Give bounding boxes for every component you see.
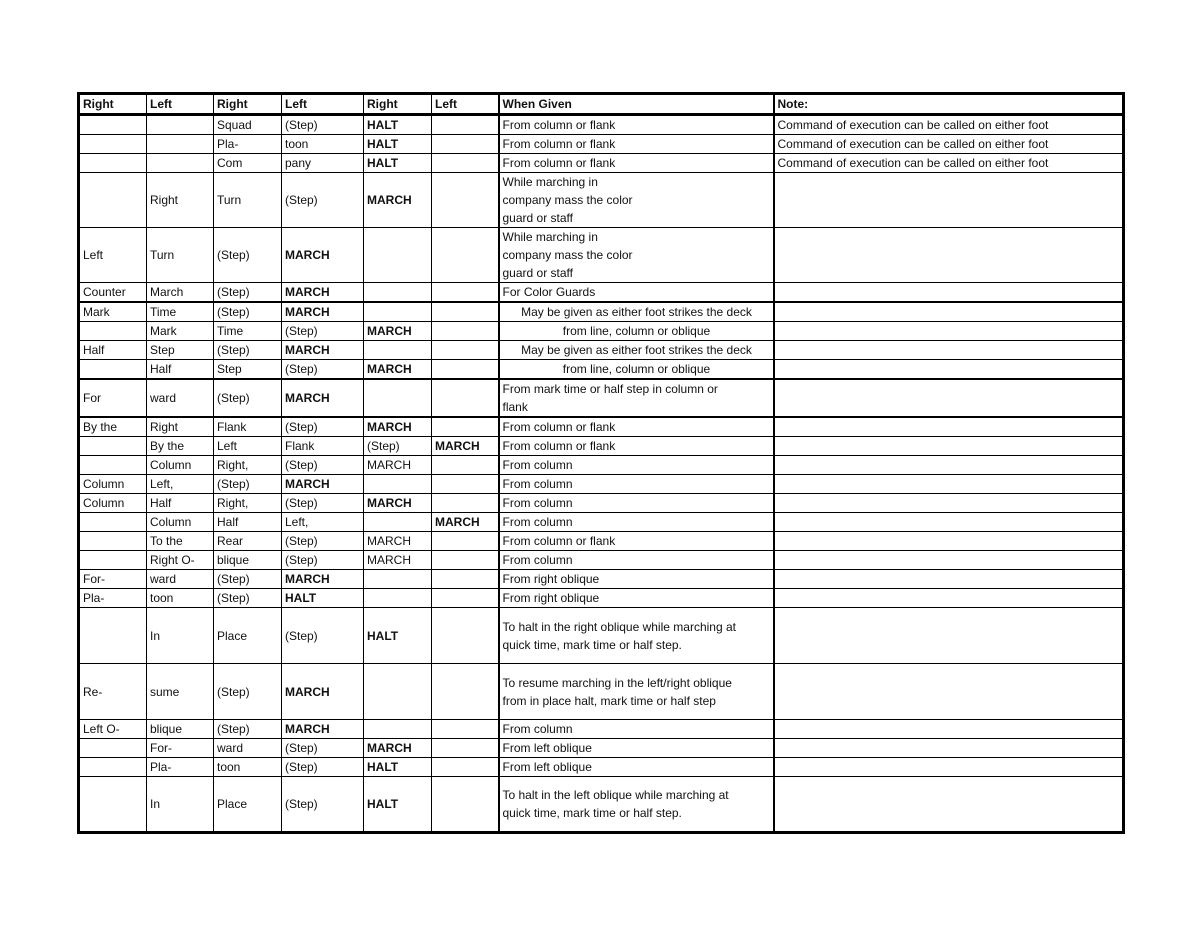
cell-when-given: From left oblique bbox=[499, 758, 774, 777]
header-note: Note: bbox=[774, 94, 1124, 115]
cell-left-3: MARCH bbox=[432, 437, 499, 456]
cell-right-3: MARCH bbox=[364, 739, 432, 758]
cell-when-given: From column bbox=[499, 513, 774, 532]
cell-left-1: Left, bbox=[147, 475, 214, 494]
cell-right-1: For- bbox=[79, 570, 147, 589]
cell-note bbox=[774, 608, 1124, 664]
cell-right-2: ward bbox=[214, 739, 282, 758]
cell-left-1: Pla- bbox=[147, 758, 214, 777]
table-row bbox=[79, 154, 1124, 173]
cell-left-3 bbox=[432, 379, 499, 417]
header-right-3: Right bbox=[364, 94, 432, 115]
cell-when-given: To halt in the left oblique while marching at quick time, mark time or half step. bbox=[499, 777, 774, 833]
cell-left-1: Half bbox=[147, 494, 214, 513]
cell-left-1: sume bbox=[147, 664, 214, 720]
table-row bbox=[79, 360, 1124, 380]
table-row bbox=[79, 173, 1124, 228]
cell-left-3 bbox=[432, 456, 499, 475]
table-row bbox=[79, 437, 1124, 456]
cell-note bbox=[774, 513, 1124, 532]
cell-when-given: From column or flank bbox=[499, 437, 774, 456]
table-row bbox=[79, 739, 1124, 758]
table-row bbox=[79, 551, 1124, 570]
cell-right-3: HALT bbox=[364, 135, 432, 154]
cell-left-2: MARCH bbox=[282, 720, 364, 739]
cell-right-3 bbox=[364, 475, 432, 494]
cell-when-given: May be given as either foot strikes the deck bbox=[499, 302, 774, 322]
table-row bbox=[79, 589, 1124, 608]
drill-commands-table bbox=[77, 92, 1125, 834]
cell-left-3 bbox=[432, 283, 499, 303]
cell-when-given: From column bbox=[499, 475, 774, 494]
cell-note bbox=[774, 570, 1124, 589]
cell-left-2: (Step) bbox=[282, 360, 364, 380]
cell-left-1: blique bbox=[147, 720, 214, 739]
cell-left-3 bbox=[432, 228, 499, 283]
cell-left-3 bbox=[432, 135, 499, 154]
cell-right-3: HALT bbox=[364, 758, 432, 777]
cell-left-1: In bbox=[147, 777, 214, 833]
table-row bbox=[79, 570, 1124, 589]
cell-left-1: In bbox=[147, 608, 214, 664]
cell-right-3: MARCH bbox=[364, 360, 432, 380]
cell-right-2: blique bbox=[214, 551, 282, 570]
cell-right-1: By the bbox=[79, 417, 147, 437]
cell-right-1 bbox=[79, 608, 147, 664]
cell-left-2: MARCH bbox=[282, 664, 364, 720]
header-right-2: Right bbox=[214, 94, 282, 115]
table-row bbox=[79, 777, 1124, 833]
cell-right-1 bbox=[79, 135, 147, 154]
table-row bbox=[79, 417, 1124, 437]
cell-left-2: (Step) bbox=[282, 739, 364, 758]
cell-right-1: Left bbox=[79, 228, 147, 283]
cell-right-2: Com bbox=[214, 154, 282, 173]
cell-when-given: May be given as either foot strikes the deck bbox=[499, 341, 774, 360]
cell-left-3 bbox=[432, 322, 499, 341]
cell-right-2: (Step) bbox=[214, 664, 282, 720]
cell-note bbox=[774, 494, 1124, 513]
cell-left-3 bbox=[432, 532, 499, 551]
table-row bbox=[79, 475, 1124, 494]
cell-right-3 bbox=[364, 302, 432, 322]
table-row bbox=[79, 608, 1124, 664]
cell-right-1: Column bbox=[79, 475, 147, 494]
cell-when-given: From column or flank bbox=[499, 135, 774, 154]
cell-left-1: Right bbox=[147, 417, 214, 437]
cell-when-given: From column or flank bbox=[499, 417, 774, 437]
cell-right-2: (Step) bbox=[214, 720, 282, 739]
cell-right-2: Turn bbox=[214, 173, 282, 228]
cell-when-given: From column or flank bbox=[499, 532, 774, 551]
cell-right-1 bbox=[79, 758, 147, 777]
cell-left-3 bbox=[432, 341, 499, 360]
cell-right-3: MARCH bbox=[364, 551, 432, 570]
cell-left-2: (Step) bbox=[282, 322, 364, 341]
cell-right-2: Place bbox=[214, 608, 282, 664]
cell-right-1 bbox=[79, 456, 147, 475]
table-row bbox=[79, 135, 1124, 154]
cell-left-2: MARCH bbox=[282, 283, 364, 303]
table-row bbox=[79, 456, 1124, 475]
cell-right-3 bbox=[364, 228, 432, 283]
cell-left-1: ward bbox=[147, 570, 214, 589]
cell-left-3 bbox=[432, 551, 499, 570]
cell-right-3 bbox=[364, 379, 432, 417]
cell-note bbox=[774, 589, 1124, 608]
cell-left-2: MARCH bbox=[282, 379, 364, 417]
cell-left-2: (Step) bbox=[282, 758, 364, 777]
table-row bbox=[79, 720, 1124, 739]
cell-right-1 bbox=[79, 777, 147, 833]
cell-when-given: From left oblique bbox=[499, 739, 774, 758]
cell-left-2: Flank bbox=[282, 437, 364, 456]
cell-right-2: (Step) bbox=[214, 302, 282, 322]
cell-left-1 bbox=[147, 154, 214, 173]
cell-note bbox=[774, 322, 1124, 341]
cell-right-2: Right, bbox=[214, 456, 282, 475]
cell-right-3 bbox=[364, 664, 432, 720]
cell-left-3 bbox=[432, 589, 499, 608]
cell-right-1 bbox=[79, 154, 147, 173]
table-row bbox=[79, 115, 1124, 135]
cell-note bbox=[774, 777, 1124, 833]
cell-right-3: HALT bbox=[364, 608, 432, 664]
cell-left-3 bbox=[432, 360, 499, 380]
cell-right-3: HALT bbox=[364, 154, 432, 173]
cell-note bbox=[774, 341, 1124, 360]
cell-when-given: To resume marching in the left/right oblique from in place halt, mark time or half step bbox=[499, 664, 774, 720]
cell-when-given: From column bbox=[499, 551, 774, 570]
cell-right-3 bbox=[364, 513, 432, 532]
header-right-1: Right bbox=[79, 94, 147, 115]
cell-right-1 bbox=[79, 322, 147, 341]
cell-note bbox=[774, 417, 1124, 437]
cell-when-given: To halt in the right oblique while marching at quick time, mark time or half step. bbox=[499, 608, 774, 664]
cell-note bbox=[774, 456, 1124, 475]
cell-left-1 bbox=[147, 115, 214, 135]
cell-left-1: Right bbox=[147, 173, 214, 228]
header-left-3: Left bbox=[432, 94, 499, 115]
cell-note bbox=[774, 283, 1124, 303]
cell-right-3: HALT bbox=[364, 115, 432, 135]
cell-when-given: From right oblique bbox=[499, 570, 774, 589]
cell-left-1: toon bbox=[147, 589, 214, 608]
cell-right-2: Flank bbox=[214, 417, 282, 437]
cell-note bbox=[774, 551, 1124, 570]
cell-left-2: (Step) bbox=[282, 456, 364, 475]
cell-left-3 bbox=[432, 302, 499, 322]
cell-when-given: from line, column or oblique bbox=[499, 322, 774, 341]
cell-left-3 bbox=[432, 417, 499, 437]
cell-left-1: Half bbox=[147, 360, 214, 380]
cell-right-1: Half bbox=[79, 341, 147, 360]
cell-right-1 bbox=[79, 513, 147, 532]
cell-left-2: (Step) bbox=[282, 777, 364, 833]
cell-right-1: Column bbox=[79, 494, 147, 513]
cell-right-2: Right, bbox=[214, 494, 282, 513]
cell-left-2: MARCH bbox=[282, 570, 364, 589]
cell-note bbox=[774, 302, 1124, 322]
cell-left-2: (Step) bbox=[282, 115, 364, 135]
cell-right-3: MARCH bbox=[364, 532, 432, 551]
cell-left-1 bbox=[147, 135, 214, 154]
cell-left-3 bbox=[432, 720, 499, 739]
table-row bbox=[79, 322, 1124, 341]
cell-when-given: From column or flank bbox=[499, 115, 774, 135]
cell-right-1: Mark bbox=[79, 302, 147, 322]
header-row bbox=[79, 94, 1124, 115]
cell-left-3 bbox=[432, 154, 499, 173]
cell-note bbox=[774, 437, 1124, 456]
cell-left-2: MARCH bbox=[282, 341, 364, 360]
cell-note: Command of execution can be called on either foot bbox=[774, 115, 1124, 135]
cell-right-3 bbox=[364, 570, 432, 589]
cell-note bbox=[774, 664, 1124, 720]
cell-when-given: From column bbox=[499, 456, 774, 475]
cell-right-1: Pla- bbox=[79, 589, 147, 608]
table-row bbox=[79, 302, 1124, 322]
cell-right-2: (Step) bbox=[214, 379, 282, 417]
table-row bbox=[79, 758, 1124, 777]
cell-right-1 bbox=[79, 437, 147, 456]
cell-left-1: Mark bbox=[147, 322, 214, 341]
cell-left-3 bbox=[432, 475, 499, 494]
cell-left-1: March bbox=[147, 283, 214, 303]
cell-left-2: (Step) bbox=[282, 417, 364, 437]
cell-left-3 bbox=[432, 115, 499, 135]
cell-right-2: Time bbox=[214, 322, 282, 341]
cell-right-2: Squad bbox=[214, 115, 282, 135]
table-row bbox=[79, 494, 1124, 513]
cell-left-2: MARCH bbox=[282, 228, 364, 283]
cell-left-1: For- bbox=[147, 739, 214, 758]
cell-right-3 bbox=[364, 341, 432, 360]
cell-left-3: MARCH bbox=[432, 513, 499, 532]
cell-right-3: MARCH bbox=[364, 494, 432, 513]
cell-when-given: While marching in company mass the color guard or staff bbox=[499, 228, 774, 283]
cell-left-2: MARCH bbox=[282, 475, 364, 494]
cell-when-given: From column or flank bbox=[499, 154, 774, 173]
cell-left-1: Column bbox=[147, 456, 214, 475]
cell-left-1: Step bbox=[147, 341, 214, 360]
cell-right-2: (Step) bbox=[214, 228, 282, 283]
table-row bbox=[79, 228, 1124, 283]
cell-left-2: (Step) bbox=[282, 551, 364, 570]
cell-right-2: (Step) bbox=[214, 589, 282, 608]
cell-when-given: from line, column or oblique bbox=[499, 360, 774, 380]
cell-right-2: Left bbox=[214, 437, 282, 456]
command-table-sheet bbox=[77, 92, 1125, 834]
cell-right-1: For bbox=[79, 379, 147, 417]
cell-right-2: toon bbox=[214, 758, 282, 777]
cell-right-1: Counter bbox=[79, 283, 147, 303]
cell-left-1: To the bbox=[147, 532, 214, 551]
cell-note bbox=[774, 720, 1124, 739]
cell-left-1: Time bbox=[147, 302, 214, 322]
cell-left-3 bbox=[432, 777, 499, 833]
table-row bbox=[79, 513, 1124, 532]
cell-left-1: Column bbox=[147, 513, 214, 532]
cell-note bbox=[774, 475, 1124, 494]
cell-right-3: (Step) bbox=[364, 437, 432, 456]
cell-left-1: Right O- bbox=[147, 551, 214, 570]
cell-note bbox=[774, 173, 1124, 228]
header-left-2: Left bbox=[282, 94, 364, 115]
cell-right-2: Place bbox=[214, 777, 282, 833]
cell-left-1: ward bbox=[147, 379, 214, 417]
cell-right-3: MARCH bbox=[364, 322, 432, 341]
cell-right-3: HALT bbox=[364, 777, 432, 833]
cell-left-2: HALT bbox=[282, 589, 364, 608]
cell-right-2: (Step) bbox=[214, 341, 282, 360]
cell-right-1: Left O- bbox=[79, 720, 147, 739]
header-left-1: Left bbox=[147, 94, 214, 115]
cell-left-3 bbox=[432, 173, 499, 228]
cell-note bbox=[774, 758, 1124, 777]
table-body bbox=[79, 94, 1124, 833]
table-row bbox=[79, 664, 1124, 720]
cell-left-2: (Step) bbox=[282, 173, 364, 228]
cell-left-3 bbox=[432, 739, 499, 758]
cell-left-1: By the bbox=[147, 437, 214, 456]
cell-note: Command of execution can be called on either foot bbox=[774, 135, 1124, 154]
cell-note bbox=[774, 532, 1124, 551]
cell-right-2: Rear bbox=[214, 532, 282, 551]
cell-left-2: (Step) bbox=[282, 532, 364, 551]
cell-left-3 bbox=[432, 664, 499, 720]
cell-note: Command of execution can be called on either foot bbox=[774, 154, 1124, 173]
table-row bbox=[79, 379, 1124, 417]
cell-note bbox=[774, 360, 1124, 380]
header-when-given: When Given bbox=[499, 94, 774, 115]
cell-right-3: MARCH bbox=[364, 456, 432, 475]
cell-when-given: From mark time or half step in column or flank bbox=[499, 379, 774, 417]
cell-right-2: (Step) bbox=[214, 570, 282, 589]
cell-right-1 bbox=[79, 115, 147, 135]
cell-right-1 bbox=[79, 739, 147, 758]
cell-note bbox=[774, 379, 1124, 417]
cell-when-given: From column bbox=[499, 720, 774, 739]
cell-right-1: Re- bbox=[79, 664, 147, 720]
cell-right-2: Half bbox=[214, 513, 282, 532]
cell-right-3 bbox=[364, 589, 432, 608]
cell-left-3 bbox=[432, 494, 499, 513]
cell-when-given: From column bbox=[499, 494, 774, 513]
cell-right-3: MARCH bbox=[364, 417, 432, 437]
cell-right-1 bbox=[79, 551, 147, 570]
table-row bbox=[79, 532, 1124, 551]
cell-right-3 bbox=[364, 720, 432, 739]
cell-right-2: (Step) bbox=[214, 283, 282, 303]
table-row bbox=[79, 341, 1124, 360]
cell-left-2: MARCH bbox=[282, 302, 364, 322]
cell-when-given: While marching in company mass the color guard or staff bbox=[499, 173, 774, 228]
cell-right-2: (Step) bbox=[214, 475, 282, 494]
cell-right-3 bbox=[364, 283, 432, 303]
cell-left-2: pany bbox=[282, 154, 364, 173]
cell-left-1: Turn bbox=[147, 228, 214, 283]
cell-when-given: For Color Guards bbox=[499, 283, 774, 303]
cell-right-1 bbox=[79, 360, 147, 380]
cell-right-1 bbox=[79, 173, 147, 228]
table-row bbox=[79, 283, 1124, 303]
cell-when-given: From right oblique bbox=[499, 589, 774, 608]
cell-left-3 bbox=[432, 570, 499, 589]
cell-left-2: Left, bbox=[282, 513, 364, 532]
cell-right-3: MARCH bbox=[364, 173, 432, 228]
cell-left-2: (Step) bbox=[282, 608, 364, 664]
cell-right-2: Pla- bbox=[214, 135, 282, 154]
cell-note bbox=[774, 739, 1124, 758]
cell-right-2: Step bbox=[214, 360, 282, 380]
cell-right-1 bbox=[79, 532, 147, 551]
cell-left-2: toon bbox=[282, 135, 364, 154]
cell-left-3 bbox=[432, 758, 499, 777]
cell-note bbox=[774, 228, 1124, 283]
cell-left-2: (Step) bbox=[282, 494, 364, 513]
cell-left-3 bbox=[432, 608, 499, 664]
